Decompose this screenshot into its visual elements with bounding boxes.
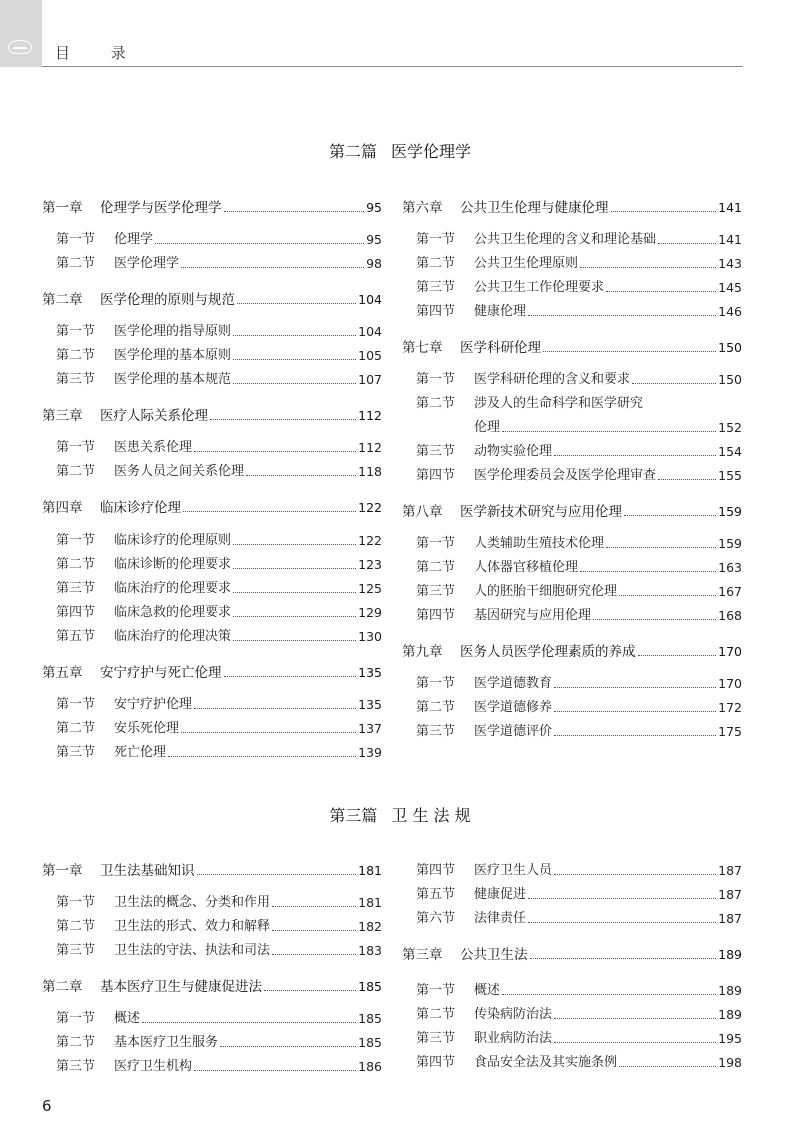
- toc-page-number: 122: [358, 500, 382, 515]
- toc-section-entry[interactable]: [402, 1053, 742, 1073]
- toc-entry-title: 医学伦理的原则与规范: [100, 292, 235, 308]
- toc-chapter-entry[interactable]: [402, 642, 742, 662]
- toc-leader-dots: [632, 383, 716, 384]
- toc-section-entry[interactable]: [42, 579, 382, 599]
- toc-entry-number: 第一节: [56, 895, 96, 910]
- toc-section-entry[interactable]: [42, 695, 382, 715]
- toc-leader-dots: [554, 687, 716, 688]
- toc-entry-number: 第一节: [416, 232, 456, 247]
- toc-entry-title: 动物实验伦理: [474, 444, 553, 459]
- toc-leader-dots: [528, 898, 716, 899]
- toc-entry-number: 第四节: [416, 468, 456, 483]
- toc-page-number: 183: [358, 943, 382, 958]
- toc-entry-title: 医学伦理的基本规范: [114, 372, 232, 387]
- toc-entry-number: 第五节: [56, 629, 96, 644]
- toc-leader-dots: [233, 359, 356, 360]
- toc-section-entry[interactable]: [402, 534, 742, 554]
- toc-section-entry[interactable]: [402, 861, 742, 881]
- toc-entry-number: 第一节: [56, 1011, 96, 1026]
- toc-entry-number: 第一节: [56, 440, 96, 455]
- toc-page-number: 187: [718, 887, 742, 902]
- toc-entry-title: 医学伦理的指导原则: [114, 324, 232, 339]
- toc-entry-title: 死亡伦理: [114, 745, 167, 760]
- toc-entry-number: 第二节: [416, 396, 456, 411]
- toc-page-number: 95: [366, 200, 382, 215]
- toc-entry-title: 临床急救的伦理要求: [114, 605, 232, 620]
- toc-entry-title: 医学新技术研究与应用伦理: [460, 504, 622, 520]
- toc-entry-number: 第二节: [416, 700, 456, 715]
- toc-entry-title: 职业病防治法: [474, 1031, 553, 1046]
- toc-entry-title: 公共卫生伦理原则: [474, 256, 579, 271]
- toc-section-entry[interactable]: [402, 442, 742, 462]
- toc-entry-number: 第三章: [42, 408, 83, 424]
- toc-entry-title: 涉及人的生命科学和医学研究: [474, 396, 644, 411]
- toc-entry-title: 伦理: [474, 420, 501, 435]
- toc-section-entry[interactable]: [42, 1009, 382, 1029]
- toc-entry-title: 医学道德修养: [474, 700, 553, 715]
- toc-entry-number: 第三节: [416, 444, 456, 459]
- toc-entry-title: 医疗人际关系伦理: [100, 408, 208, 424]
- toc-entry-number: 第四节: [416, 608, 456, 623]
- toc-section-entry[interactable]: [42, 719, 382, 739]
- toc-section-entry[interactable]: [42, 322, 382, 342]
- toc-page-number: 141: [718, 200, 742, 215]
- toc-leader-dots: [264, 990, 356, 991]
- toc-leader-dots: [554, 874, 716, 875]
- toc-leader-dots: [606, 291, 716, 292]
- toc-section-entry[interactable]: [402, 698, 742, 718]
- toc-entry-title: 卫生法的概念、分类和作用: [114, 895, 271, 910]
- toc-page-number: 168: [718, 608, 742, 623]
- toc-entry-title: 概述: [474, 983, 501, 998]
- toc-section-entry[interactable]: [42, 743, 382, 763]
- toc-page-number: 137: [358, 721, 382, 736]
- toc-section-entry[interactable]: [42, 370, 382, 390]
- toc-section-entry[interactable]: [42, 627, 382, 647]
- toc-section-entry[interactable]: [42, 555, 382, 575]
- toc-entry-title: 医疗卫生人员: [474, 863, 553, 878]
- toc-entry-number: 第五节: [416, 887, 456, 902]
- toc-page-number: 175: [718, 724, 742, 739]
- toc-entry-number: 第一节: [56, 697, 96, 712]
- toc-entry-number: 第八章: [402, 504, 443, 520]
- toc-entry-title: 临床治疗的伦理要求: [114, 581, 232, 596]
- toc-entry-title: 人类辅助生殖技术伦理: [474, 536, 605, 551]
- toc-section-entry[interactable]: [42, 893, 382, 913]
- toc-leader-dots: [237, 303, 356, 304]
- toc-chapter-entry[interactable]: [402, 945, 742, 965]
- toc-page-number: 152: [718, 420, 742, 435]
- toc-leader-dots: [619, 1066, 716, 1067]
- toc-entry-title: 公共卫生法: [460, 947, 528, 963]
- toc-page-number: 118: [358, 464, 382, 479]
- toc-entry-title: 医学伦理学: [114, 256, 180, 271]
- toc-section-entry[interactable]: [42, 462, 382, 482]
- part2-title-label: 第二篇: [328, 142, 377, 161]
- toc-section-entry[interactable]: [402, 582, 742, 602]
- toc-leader-dots: [233, 544, 356, 545]
- toc-entry-title: 人体器官移植伦理: [474, 560, 579, 575]
- toc-entry-title: 临床治疗的伦理决策: [114, 629, 232, 644]
- toc-section-entry[interactable]: [402, 394, 742, 414]
- toc-page-number: 104: [358, 324, 382, 339]
- toc-page-number: 186: [358, 1059, 382, 1074]
- toc-leader-dots: [554, 711, 716, 712]
- toc-section-entry[interactable]: [42, 230, 382, 250]
- toc-entry-title: 法律责任: [474, 911, 527, 926]
- toc-entry-title: 基本医疗卫生服务: [114, 1035, 219, 1050]
- toc-chapter-entry[interactable]: [402, 198, 742, 218]
- toc-page-number: 104: [358, 292, 382, 307]
- toc-leader-dots: [194, 708, 356, 709]
- toc-page-number: 198: [718, 1055, 742, 1070]
- toc-entry-number: 第三节: [416, 280, 456, 295]
- toc-leader-dots: [168, 756, 356, 757]
- toc-entry-number: 第二节: [416, 1007, 456, 1022]
- toc-section-entry[interactable]: [402, 722, 742, 742]
- toc-page-number: 185: [358, 979, 382, 994]
- toc-entry-title: 卫生法的守法、执法和司法: [114, 943, 271, 958]
- toc-entry-title: 伦理学与医学伦理学: [100, 200, 222, 216]
- toc-leader-dots: [272, 954, 356, 955]
- toc-entry-number: 第一节: [416, 983, 456, 998]
- toc-page-number: 167: [718, 584, 742, 599]
- toc-leader-dots: [224, 211, 365, 212]
- toc-page-number: 125: [358, 581, 382, 596]
- toc-page-number: 189: [718, 983, 742, 998]
- toc-entry-number: 第三节: [56, 581, 96, 596]
- toc-page-number: 150: [718, 372, 742, 387]
- toc-entry-number: 第一章: [42, 200, 83, 216]
- toc-section-entry[interactable]: [402, 981, 742, 1001]
- toc-page-number: 112: [358, 440, 382, 455]
- toc-section-entry[interactable]: [42, 1033, 382, 1053]
- toc-entry-number: 第四节: [56, 605, 96, 620]
- toc-page-number: 122: [358, 533, 382, 548]
- toc-entry-number: 第二节: [56, 256, 96, 271]
- toc-section-entry[interactable]: [402, 278, 742, 298]
- toc-leader-dots: [611, 211, 717, 212]
- toc-page-number: 182: [358, 919, 382, 934]
- toc-chapter-entry[interactable]: [42, 290, 382, 310]
- toc-entry-title: 医务人员之间关系伦理: [114, 464, 245, 479]
- toc-page-number: 105: [358, 348, 382, 363]
- toc-section-entry[interactable]: [402, 1005, 742, 1025]
- toc-leader-dots: [638, 655, 717, 656]
- toc-section-entry[interactable]: [42, 254, 382, 274]
- toc-entry-number: 第四节: [416, 304, 456, 319]
- toc-leader-dots: [233, 335, 356, 336]
- toc-entry-title: 医学道德评价: [474, 724, 553, 739]
- toc-page-number: 185: [358, 1035, 382, 1050]
- part2-title-name: 医学伦理学: [391, 142, 472, 161]
- toc-page-number: 145: [718, 280, 742, 295]
- toc-entry-title: 基因研究与应用伦理: [474, 608, 592, 623]
- toc-entry-title: 医疗卫生机构: [114, 1059, 193, 1074]
- toc-entry-number: 第三节: [416, 724, 456, 739]
- toc-leader-dots: [233, 568, 356, 569]
- toc-chapter-entry[interactable]: [42, 663, 382, 683]
- toc-section-entry[interactable]: [402, 558, 742, 578]
- toc-entry-title: 临床诊断的伦理要求: [114, 557, 232, 572]
- toc-entry-number: 第二节: [56, 1035, 96, 1050]
- toc-entry-number: 第六节: [416, 911, 456, 926]
- toc-entry-number: 第一节: [416, 372, 456, 387]
- toc-page-number: 95: [366, 232, 382, 247]
- toc-leader-dots: [543, 351, 716, 352]
- toc-page-number: 155: [718, 468, 742, 483]
- toc-leader-dots: [593, 619, 716, 620]
- toc-leader-dots: [224, 676, 357, 677]
- toc-page-number: 189: [718, 1007, 742, 1022]
- toc-entry-title: 卫生法的形式、效力和解释: [114, 919, 271, 934]
- toc-section-entry[interactable]: [402, 230, 742, 250]
- toc-section-entry[interactable]: [402, 1029, 742, 1049]
- toc-entry-number: 第三节: [56, 745, 96, 760]
- toc-entry-title: 伦理学: [114, 232, 154, 247]
- toc-leader-dots: [233, 616, 356, 617]
- toc-entry-number: 第一节: [56, 232, 96, 247]
- toc-leader-dots: [502, 994, 716, 995]
- toc-chapter-entry[interactable]: [42, 198, 382, 218]
- part3-title: [0, 803, 800, 826]
- toc-leader-dots: [233, 383, 356, 384]
- toc-entry-number: 第一节: [416, 536, 456, 551]
- toc-leader-dots: [155, 243, 364, 244]
- part3-title-label: 第三篇: [329, 806, 378, 825]
- toc-entry-title: 卫生法基础知识: [100, 863, 195, 879]
- toc-entry-title: 安宁疗护与死亡伦理: [100, 665, 222, 681]
- toc-section-entry[interactable]: [42, 1057, 382, 1077]
- toc-chapter-entry[interactable]: [42, 498, 382, 518]
- publisher-logo-icon: [8, 40, 32, 54]
- toc-leader-dots: [502, 431, 716, 432]
- toc-entry-title: 医患关系伦理: [114, 440, 193, 455]
- toc-entry-number: 第二节: [56, 557, 96, 572]
- toc-leader-dots: [181, 267, 364, 268]
- toc-entry-number: 第一节: [416, 676, 456, 691]
- toc-page-number: 159: [718, 504, 742, 519]
- toc-entry-number: 第二节: [56, 348, 96, 363]
- toc-section-entry[interactable]: [42, 941, 382, 961]
- toc-leader-dots: [197, 874, 357, 875]
- toc-entry-number: 第二节: [56, 464, 96, 479]
- toc-entry-title: 医务人员医学伦理素质的养成: [460, 644, 636, 660]
- toc-entry-number: 第三节: [56, 1059, 96, 1074]
- toc-section-entry[interactable]: [402, 254, 742, 274]
- toc-section-entry[interactable]: [402, 466, 742, 486]
- toc-section-entry[interactable]: [402, 302, 742, 322]
- toc-section-entry[interactable]: [402, 418, 742, 438]
- toc-page-number: 123: [358, 557, 382, 572]
- toc-leader-dots: [181, 732, 356, 733]
- toc-entry-title: 安宁疗护伦理: [114, 697, 193, 712]
- toc-leader-dots: [658, 479, 716, 480]
- toc-page-number: 187: [718, 863, 742, 878]
- toc-chapter-entry[interactable]: [42, 861, 382, 881]
- toc-entry-title: 概述: [114, 1011, 141, 1026]
- toc-leader-dots: [580, 571, 716, 572]
- toc-page-number: 141: [718, 232, 742, 247]
- toc-page-number: 139: [358, 745, 382, 760]
- toc-entry-number: 第六章: [402, 200, 443, 216]
- page-number: 6: [42, 1097, 52, 1115]
- toc-leader-dots: [658, 243, 716, 244]
- toc-page-number: 185: [358, 1011, 382, 1026]
- toc-leader-dots: [272, 906, 356, 907]
- toc-page-number: 163: [718, 560, 742, 575]
- toc-section-entry[interactable]: [402, 674, 742, 694]
- toc-entry-number: 第三章: [402, 947, 443, 963]
- toc-leader-dots: [624, 515, 716, 516]
- toc-leader-dots: [220, 1046, 356, 1047]
- toc-section-entry[interactable]: [402, 909, 742, 929]
- toc-entry-title: 临床诊疗伦理: [100, 500, 181, 516]
- toc-page-number: 159: [718, 536, 742, 551]
- toc-page-number: 98: [366, 256, 382, 271]
- toc-entry-number: 第四节: [416, 1055, 456, 1070]
- toc-entry-title: 基本医疗卫生与健康促进法: [100, 979, 262, 995]
- toc-section-entry[interactable]: [42, 603, 382, 623]
- toc-leader-dots: [194, 1070, 356, 1071]
- toc-entry-number: 第一节: [56, 324, 96, 339]
- part2-title: [0, 139, 800, 162]
- toc-page-number: 107: [358, 372, 382, 387]
- toc-entry-number: 第三节: [56, 372, 96, 387]
- toc-page-number: 195: [718, 1031, 742, 1046]
- toc-entry-title: 人的胚胎干细胞研究伦理: [474, 584, 618, 599]
- toc-chapter-entry[interactable]: [42, 977, 382, 997]
- toc-entry-title: 传染病防治法: [474, 1007, 553, 1022]
- toc-entry-number: 第一节: [56, 533, 96, 548]
- toc-leader-dots: [246, 475, 356, 476]
- toc-leader-dots: [528, 315, 716, 316]
- toc-page-number: 181: [358, 863, 382, 878]
- toc-page-number: 135: [358, 665, 382, 680]
- toc-section-entry[interactable]: [402, 606, 742, 626]
- toc-section-entry[interactable]: [402, 370, 742, 390]
- toc-leader-dots: [530, 958, 717, 959]
- toc-leader-dots: [210, 419, 356, 420]
- toc-page-number: 146: [718, 304, 742, 319]
- toc-leader-dots: [233, 592, 356, 593]
- toc-page-number: 187: [718, 911, 742, 926]
- toc-page-number: 112: [358, 408, 382, 423]
- toc-leader-dots: [554, 735, 716, 736]
- toc-section-entry[interactable]: [42, 917, 382, 937]
- toc-leader-dots: [142, 1022, 356, 1023]
- toc-section-entry[interactable]: [42, 531, 382, 551]
- toc-chapter-entry[interactable]: [42, 406, 382, 426]
- toc-entry-number: 第四节: [416, 863, 456, 878]
- toc-entry-number: 第三节: [56, 943, 96, 958]
- toc-entry-number: 第七章: [402, 340, 443, 356]
- toc-entry-number: 第二节: [416, 560, 456, 575]
- toc-leader-dots: [619, 595, 716, 596]
- toc-entry-title: 医学科研伦理: [460, 340, 541, 356]
- toc-leader-dots: [606, 547, 716, 548]
- toc-page-number: 154: [718, 444, 742, 459]
- toc-entry-number: 第二章: [42, 979, 83, 995]
- toc-leader-dots: [554, 455, 716, 456]
- toc-entry-number: 第二章: [42, 292, 83, 308]
- toc-chapter-entry[interactable]: [402, 338, 742, 358]
- toc-page-number: 170: [718, 644, 742, 659]
- toc-entry-number: 第五章: [42, 665, 83, 681]
- toc-leader-dots: [183, 511, 356, 512]
- toc-entry-number: 第二节: [56, 721, 96, 736]
- toc-entry-title: 健康促进: [474, 887, 527, 902]
- toc-leader-dots: [554, 1042, 716, 1043]
- toc-entry-title: 安乐死伦理: [114, 721, 180, 736]
- toc-chapter-entry[interactable]: [402, 502, 742, 522]
- toc-entry-title: 医学伦理委员会及医学伦理审查: [474, 468, 657, 483]
- toc-entry-title: 食品安全法及其实施条例: [474, 1055, 618, 1070]
- toc-entry-number: 第一章: [42, 863, 83, 879]
- toc-entry-number: 第三节: [416, 584, 456, 599]
- toc-section-entry[interactable]: [42, 438, 382, 458]
- toc-entry-number: 第四章: [42, 500, 83, 516]
- toc-page-number: 181: [358, 895, 382, 910]
- toc-page-number: 189: [718, 947, 742, 962]
- toc-leader-dots: [272, 930, 356, 931]
- toc-leader-dots: [580, 267, 716, 268]
- toc-page-number: 130: [358, 629, 382, 644]
- toc-page-number: 150: [718, 340, 742, 355]
- toc-leader-dots: [233, 640, 356, 641]
- toc-leader-dots: [554, 1018, 716, 1019]
- toc-entry-number: 第九章: [402, 644, 443, 660]
- toc-entry-title: 医学道德教育: [474, 676, 553, 691]
- header-divider: [42, 66, 743, 67]
- toc-page-number: 172: [718, 700, 742, 715]
- toc-entry-title: 公共卫生工作伦理要求: [474, 280, 605, 295]
- toc-entry-number: 第二节: [416, 256, 456, 271]
- toc-leader-dots: [528, 922, 716, 923]
- toc-leader-dots: [194, 451, 356, 452]
- header-title: 目 录: [55, 44, 144, 62]
- header-tab: [0, 0, 42, 67]
- toc-entry-title: 临床诊疗的伦理原则: [114, 533, 232, 548]
- toc-entry-title: 公共卫生伦理的含义和理论基础: [474, 232, 657, 247]
- toc-page-number: 129: [358, 605, 382, 620]
- toc-section-entry[interactable]: [42, 346, 382, 366]
- toc-entry-title: 健康伦理: [474, 304, 527, 319]
- toc-section-entry[interactable]: [402, 885, 742, 905]
- toc-entry-title: 医学科研伦理的含义和要求: [474, 372, 631, 387]
- toc-page-number: 143: [718, 256, 742, 271]
- toc-entry-number: 第三节: [416, 1031, 456, 1046]
- toc-page-number: 135: [358, 697, 382, 712]
- toc-page-number: 170: [718, 676, 742, 691]
- toc-entry-number: 第二节: [56, 919, 96, 934]
- toc-entry-title: 公共卫生伦理与健康伦理: [460, 200, 609, 216]
- toc-entry-title: 医学伦理的基本原则: [114, 348, 232, 363]
- part3-title-name: 卫 生 法 规: [391, 806, 471, 825]
